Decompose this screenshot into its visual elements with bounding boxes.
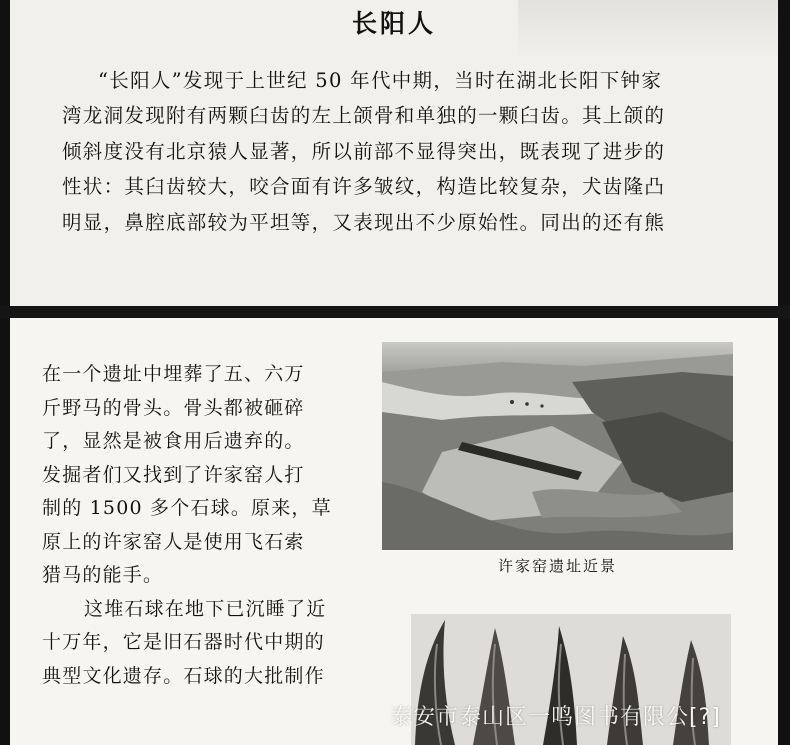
text-line: 发掘者们又找到了许家窑人打 — [42, 463, 305, 486]
top-page — [10, 0, 778, 306]
page-title: 长阳人 — [351, 9, 436, 38]
text-line: 斤野马的骨头。骨头都被砸碎 — [42, 396, 305, 419]
text-line: 典型文化遗存。石球的大批制作 — [42, 664, 325, 687]
text-line: 倾斜度没有北京猿人显著，所以前部不显得突出，既表现了进步的 — [62, 139, 666, 163]
photo-caption: 许家窑遗址近景 — [497, 557, 617, 575]
bottom-paragraph — [42, 358, 382, 693]
site-photo — [382, 342, 733, 550]
watermark-text: 泰安市泰山区一鸣图书有限公[?] — [390, 705, 721, 730]
text-line: 性状：其臼齿较大，咬合面有许多皱纹，构造比较复杂，犬齿隆凸 — [62, 175, 666, 199]
text-line: 这堆石球在地下已沉睡了近 — [84, 597, 327, 620]
text-line: 在一个遗址中埋葬了五、六万 — [42, 363, 305, 385]
top-paragraph — [62, 63, 766, 240]
text-line: 明显，鼻腔底部较为平坦等，又表现出不少原始性。同出的还有熊 — [62, 210, 666, 234]
page-divider — [0, 306, 790, 318]
text-line: 湾龙洞发现附有两颗臼齿的左上颌骨和单独的一颗臼齿。其上颌的 — [62, 104, 666, 128]
text-line: 猎马的能手。 — [42, 564, 164, 586]
text-line: 制的 1500 多个石球。原来，草 — [42, 497, 332, 519]
text-line: 原上的许家窑人是使用飞石索 — [42, 530, 305, 553]
landscape-illustration — [382, 342, 733, 550]
text-line: 十万年，它是旧石器时代中期的 — [42, 631, 325, 653]
text-line: 了，显然是被食用后遗弃的。 — [42, 430, 305, 452]
bottom-page — [10, 318, 778, 745]
text-line: “长阳人”发现于上世纪 50 年代中期，当时在湖北长阳下钟家 — [98, 69, 663, 92]
